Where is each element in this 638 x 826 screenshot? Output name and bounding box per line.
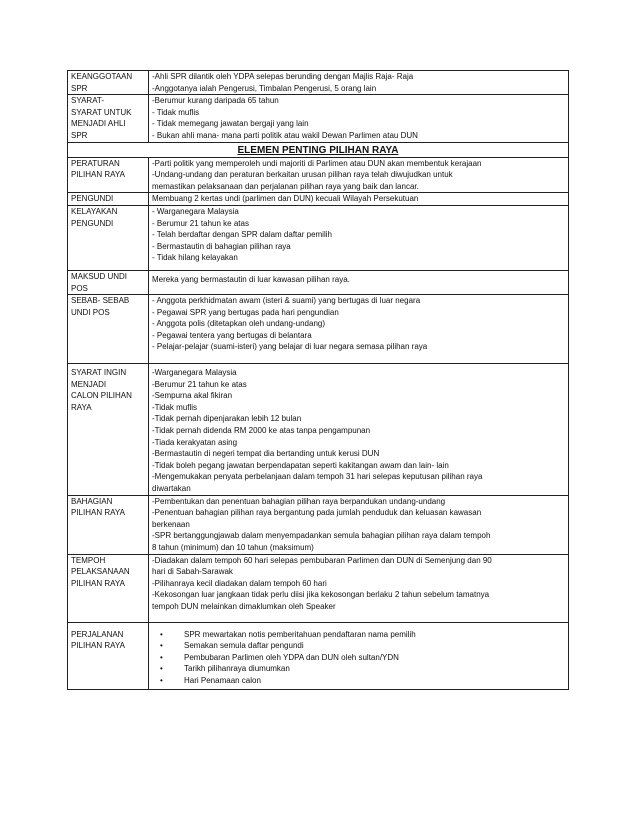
row-key (68, 270, 149, 294)
row-content (149, 495, 569, 554)
content-line: -Anggotanya ialah Pengerusi, Timbalan Pengerusi, 5 orang lain (152, 83, 377, 93)
row-key (68, 554, 149, 622)
content-line: -Mengemukakan penyata perbelanjaan dalam tempoh 31 hari selepas keputusan pilihan raya (152, 472, 483, 482)
election-elements-table (67, 70, 569, 690)
key-line: SYARAT- (71, 96, 105, 106)
row-content (149, 270, 569, 294)
content-line: -Tidak muflis (152, 402, 198, 412)
key-line: PILIHAN RAYA (71, 578, 125, 588)
row-content (149, 554, 569, 622)
section-heading-row (68, 142, 569, 157)
row-key (68, 622, 149, 689)
key-line: CALON PILIHAN (71, 391, 132, 401)
table-row (68, 157, 569, 193)
key-line: TEMPOH (71, 555, 106, 565)
key-line: SPR (71, 130, 88, 140)
list-item: • Semakan semula daftar pengundi (184, 640, 565, 652)
table-row (68, 495, 569, 554)
content-line: tempoh DUN melainkan dimaklumkan oleh Speaker (152, 601, 336, 611)
row-key (68, 71, 149, 95)
content-line: -Penentuan bahagian pilihan raya bergantung pada jumlah penduduk dan keluasan kawasan (152, 508, 482, 518)
content-line: - Berumur 21 tahun ke atas (152, 218, 249, 228)
content-line: -Berumur kurang daripada 65 tahun (152, 96, 279, 106)
content-line: -Undang-undang dan peraturan berkaitan urusan pilihan raya telah diwujudkan untuk (152, 170, 453, 180)
content-line: berkenaan (152, 519, 190, 529)
table-row (68, 364, 569, 496)
row-key (68, 157, 149, 193)
content-line: - Anggota polis (ditetapkan oleh undang-undang) (152, 319, 326, 329)
content-line: -Tidak pernah didenda RM 2000 ke atas tanpa pengampunan (152, 426, 371, 436)
key-line: PENGUNDI (71, 218, 114, 228)
content-line: -Ahli SPR dilantik oleh YDPA selepas berunding dengan Majlis Raja- Raja (152, 72, 414, 81)
key-line: MENJADI AHLI (71, 119, 126, 129)
list-item: • Tarikh pilihanraya diumumkan (184, 663, 565, 675)
content-line: 8 tahun (minimum) dan 10 tahun (maksimum) (152, 542, 314, 552)
row-key (68, 495, 149, 554)
key-line: SYARAT INGIN (71, 368, 127, 378)
content-line: - Bermastautin di bahagian pilihan raya (152, 241, 291, 251)
content-line: - Pegawai SPR yang bertugas pada hari pengundian (152, 307, 339, 317)
key-line: MAKSUD UNDI (71, 271, 128, 281)
table-row (68, 71, 569, 95)
key-line: PILIHAN RAYA (71, 170, 125, 180)
content-line: -Sempurna akal fikiran (152, 391, 233, 401)
key-line: PERJALANAN (71, 629, 124, 639)
row-content (149, 622, 569, 689)
list-item: • Pembubaran Parlimen oleh YDPA dan DUN oleh sultan/YDN (184, 652, 565, 664)
content-line: -SPR bertanggungjawab dalam menyempadankan semula bahagian pilihan raya dalam tempoh (152, 531, 491, 541)
row-key (68, 95, 149, 142)
key-line: PELAKSANAAN (71, 567, 130, 577)
table-row (68, 622, 569, 689)
content-line: Mereka yang bermastautin di luar kawasan pilihan raya. (152, 274, 350, 284)
content-line: -Pilihanraya kecil diadakan dalam tempoh 60 hari (152, 578, 327, 588)
content-line: -Bermastautin di negeri tempat dia bertanding untuk kerusi DUN (152, 449, 380, 459)
content-line: -Parti politik yang memperoleh undi majoriti di Parlimen atau DUN akan membentuk kerajaan (152, 158, 482, 168)
content-line: -Berumur 21 tahun ke atas (152, 379, 247, 389)
table-row (68, 193, 569, 206)
content-line: -Tidak pernah dipenjarakan lebih 12 bulan (152, 414, 302, 424)
row-key (68, 295, 149, 364)
key-line: SYARAT UNTUK (71, 107, 132, 117)
content-line: - Pelajar-pelajar (suami-isteri) yang belajar di luar negara semasa pilihan raya (152, 342, 428, 352)
table-row (68, 554, 569, 622)
key-line: PENGUNDI (71, 194, 114, 204)
key-line: SEBAB- SEBAB (71, 296, 130, 306)
row-content (149, 295, 569, 364)
list-item: • Hari Penamaan calon (184, 675, 565, 687)
content-line: Membuang 2 kertas undi (parlimen dan DUN) kecuali Wilayah Persekutuan (152, 194, 419, 204)
key-line: KELAYAKAN (71, 206, 118, 216)
row-content (149, 193, 569, 206)
key-line: PILIHAN RAYA (71, 641, 125, 651)
key-line: SPR (71, 83, 88, 93)
content-line: - Tidak hilang kelayakan (152, 253, 238, 263)
row-key (68, 205, 149, 270)
key-line: PILIHAN RAYA (71, 508, 125, 518)
content-line: -Tiada kerakyatan asing (152, 437, 238, 447)
key-line: UNDI POS (71, 307, 110, 317)
list-item: • SPR mewartakan notis pemberitahuan pendaftaran nama pemilih (184, 629, 565, 641)
key-line: KEANGGOTAAN (71, 72, 133, 81)
key-line: BAHAGIAN (71, 496, 113, 506)
table-row (68, 270, 569, 294)
content-line: hari di Sabah-Sarawak (152, 567, 233, 577)
key-line: POS (71, 283, 88, 293)
row-content (149, 364, 569, 496)
content-line: memastikan pelaksanaan dan perjalanan pilihan raya yang baik dan lancar. (152, 181, 419, 191)
content-line: diwartakan (152, 484, 191, 493)
process-list (152, 629, 565, 687)
content-line: -Diadakan dalam tempoh 60 hari selepas pembubaran Parlimen dan DUN di Semenjung dan 90 (152, 555, 492, 565)
content-line: - Warganegara Malaysia (152, 206, 239, 216)
content-line: -Tidak boleh pegang jawatan berpendapatan seperti kakitangan awam dan lain- lain (152, 460, 449, 470)
row-content (149, 205, 569, 270)
content-line: - Pegawai tentera yang bertugas di belantara (152, 330, 312, 340)
table-row (68, 95, 569, 142)
section-heading: ELEMEN PENTING PILIHAN RAYA (68, 142, 569, 157)
key-line: PERATURAN (71, 158, 120, 168)
content-line: - Tidak memegang jawatan bergaji yang lain (152, 119, 309, 129)
content-line: -Kekosongan luar jangkaan tidak perlu diisi jika kekosongan berlaku 2 tahun sebelum tamatnya (152, 590, 490, 600)
content-line: -Pembentukan dan penentuan bahagian pilihan raya berpandukan undang-undang (152, 496, 446, 506)
row-content (149, 157, 569, 193)
document-page (67, 70, 569, 690)
content-line: - Anggota perkhidmatan awam (isteri & suami) yang bertugas di luar negara (152, 296, 421, 306)
content-line: - Bukan ahli mana- mana parti politik atau wakil Dewan Parlimen atau DUN (152, 130, 418, 140)
table-row (68, 295, 569, 364)
row-key (68, 364, 149, 496)
row-key (68, 193, 149, 206)
key-line: RAYA (71, 402, 92, 412)
content-line: - Tidak muflis (152, 107, 200, 117)
row-content (149, 71, 569, 95)
key-line: MENJADI (71, 379, 107, 389)
content-line: -Warganegara Malaysia (152, 368, 237, 378)
table-row (68, 205, 569, 270)
content-line: - Telah berdaftar dengan SPR dalam daftar pemilih (152, 230, 332, 240)
row-content (149, 95, 569, 142)
